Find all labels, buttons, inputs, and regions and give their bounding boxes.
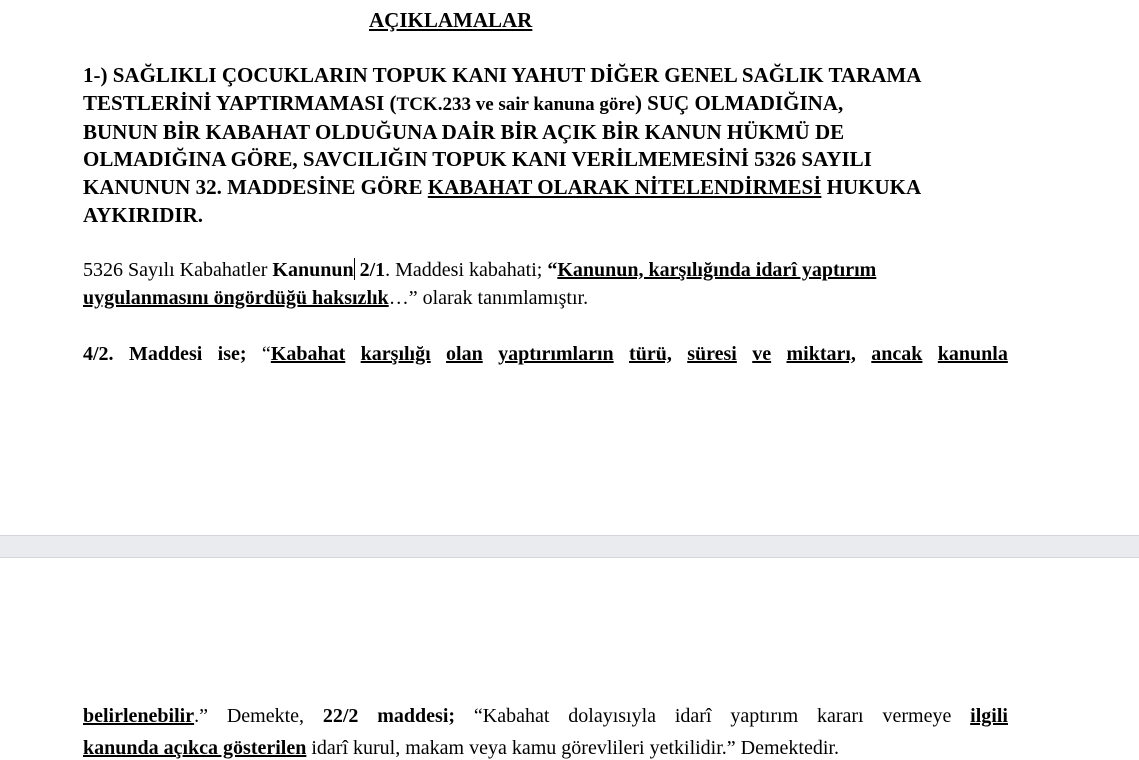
section-1-line: 1-) SAĞLIKLI ÇOCUKLARIN TOPUK KANI YAHUT DİĞER GENEL SAĞLIK TARAMA: [83, 63, 922, 87]
text-run: 5326 Sayılı Kabahatler: [83, 259, 273, 281]
word: [83, 702, 208, 730]
word: ancak: [871, 343, 923, 365]
paragraph-line: [83, 702, 1008, 730]
paragraph-line: [83, 256, 1008, 284]
section-1-line: BUNUN BİR KABAHAT OLDUĞUNA DAİR BİR AÇIK BİR KANUN HÜKMÜ DE: [83, 119, 845, 144]
word: Maddesi: [128, 343, 203, 365]
paragraph-article-4-2: [83, 340, 1008, 368]
section-1-line: AYKIRIDIR.: [83, 202, 204, 227]
word: idarî: [674, 705, 712, 727]
section-1-line: [83, 174, 1013, 202]
text-run: . Maddesi kabahati;: [385, 259, 548, 281]
paragraph-line: [83, 284, 1008, 312]
text-run: …” olarak tanımlamıştır.: [388, 287, 589, 309]
underlined-text: Kanunun, karşılığında idarî yaptırım: [557, 259, 877, 281]
word: vermeye: [882, 705, 952, 727]
text-run: Kanunun: [272, 259, 354, 281]
word: olan: [446, 343, 483, 365]
paragraph-line: [83, 734, 1008, 760]
text-run: .”: [194, 705, 208, 727]
text-run: ) SUÇ OLMADIĞINA,: [634, 90, 844, 115]
word: 22/2: [322, 705, 359, 727]
paragraph-article-22-2: [83, 702, 1008, 760]
underlined-text: kanunda açıkca gösterilen: [83, 737, 307, 759]
section-1-title: [83, 62, 1013, 230]
document-heading: AÇIKLAMALAR: [369, 8, 533, 32]
paragraph-line: [83, 340, 1008, 368]
word: “Kabahat: [473, 705, 550, 727]
word: Demekte,: [226, 705, 305, 727]
section-1-line: OLMADIĞINA GÖRE, SAVCILIĞIN TOPUK KANI VERİLMEMESİNİ 5326 SAYILI: [83, 147, 872, 172]
paragraph-kabahat-definition: [83, 256, 1008, 312]
word: [262, 340, 345, 368]
underlined-text: Kabahat: [270, 343, 346, 365]
word: kararı: [816, 705, 864, 727]
page-break: [0, 535, 1139, 558]
text-run: HUKUKA: [821, 175, 922, 200]
word: ilgili: [970, 705, 1008, 727]
word: karşılığı: [360, 343, 431, 365]
word: kanunla: [937, 343, 1008, 365]
section-1-line: [83, 90, 1013, 119]
word: ise;: [217, 343, 247, 365]
underlined-text: uygulanmasını öngördüğü haksızlık: [83, 287, 389, 309]
word: dolayısıyla: [568, 705, 657, 727]
text-run: TESTLERİNİ YAPTIRMAMASI (: [83, 90, 397, 115]
document-page-2: [0, 558, 1139, 760]
text-run: TCK.233 ve sair kanuna göre: [396, 93, 635, 115]
underlined-text: KABAHAT OLARAK NİTELENDİRMESİ: [427, 175, 822, 200]
text-run: idarî kurul, makam veya kamu görevlileri yetkilidir.” Demektedir.: [306, 737, 839, 759]
underlined-text: belirlenebilir: [83, 705, 195, 727]
word: süresi: [687, 343, 737, 365]
word: yaptırım: [730, 705, 799, 727]
word: miktarı,: [786, 343, 856, 365]
text-run: KANUNUN 32. MADDESİNE GÖRE: [83, 175, 428, 200]
text-run: 2/1: [354, 259, 386, 281]
word: yaptırımların: [498, 343, 614, 365]
text-run: “: [547, 259, 558, 281]
word: 4/2.: [83, 343, 114, 365]
word: maddesi;: [377, 705, 456, 727]
word: ve: [752, 343, 772, 365]
word: türü,: [629, 343, 672, 365]
text-run: “: [261, 343, 271, 365]
